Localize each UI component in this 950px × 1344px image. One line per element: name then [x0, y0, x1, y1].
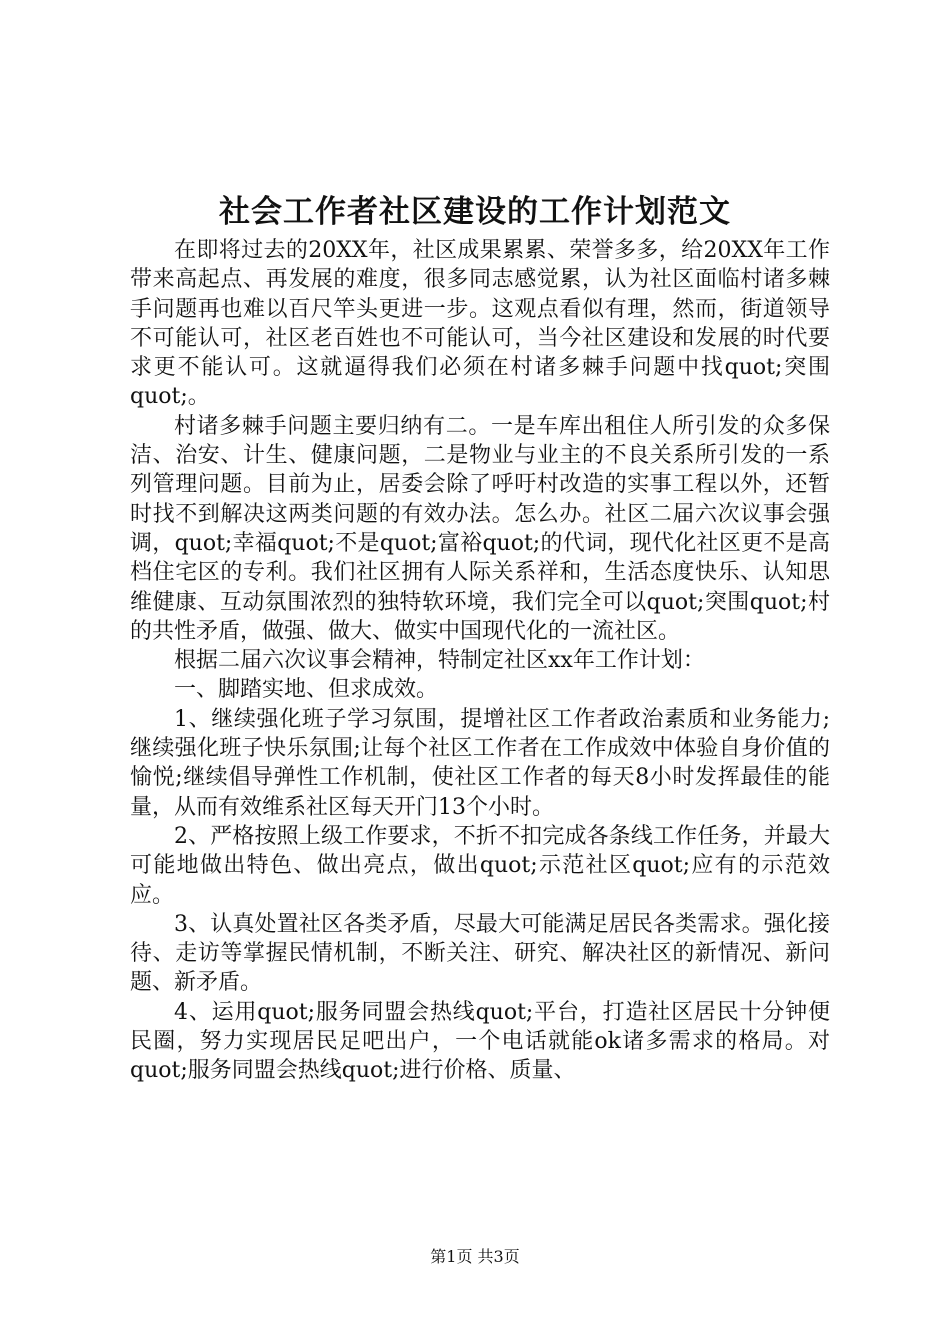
document-title: 社会工作者社区建设的工作计划范文: [219, 194, 731, 230]
list-item: 1、继续强化班子学习氛围，提增社区工作者政治素质和业务能力;继续强化班子快乐氛围;让每个社区工作者在工作成效中体验自身价值的愉悦;继续倡导弹性工作机制，使社区工作者的每天8小时发挥最佳的能量，从而有效维系社区每天开门13个小时。: [130, 706, 830, 820]
paragraph: 在即将过去的20XX年，社区成果累累、荣誉多多，给20XX年工作带来高起点、再发展的难度，很多同志感觉累，认为社区面临村诸多棘手问题再也难以百尺竿头更进一步。这观点看似有理，然而，街道领导不可能认可，社区老百姓也不可能认可，当今社区建设和发展的时代要求更不能认可。这就逼得我们必须在村诸多棘手问题中找quot;突围quot;。: [130, 238, 830, 410]
list-item: 3、认真处置社区各类矛盾，尽最大可能满足居民各类需求。强化接待、走访等掌握民情机制，不断关注、研究、解决社区的新情况、新问题、新矛盾。: [130, 911, 830, 996]
paragraph: 根据二届六次议事会精神，特制定社区xx年工作计划：: [174, 648, 705, 674]
page-footer: 第1页 共3页: [430, 1247, 520, 1266]
paragraph: 村诸多棘手问题主要归纳有二。一是车库出租住人所引发的众多保洁、治安、计生、健康问题，二是物业与业主的不良关系所引发的一系列管理问题。目前为止，居委会除了呼吁村改造的实事工程以外，还暂时找不到解决这两类问题的有效办法。怎么办。社区二届六次议事会强调，quot;幸福quot;不是quot;富裕quot;的代词，现代化社区更不是高档住宅区的专利。我们社区拥有人际关系祥和，生活态度快乐、认知思维健康、互动氛围浓烈的独特软环境，我们完全可以quot;突围quot;村的共性矛盾，做强、做大、做实中国现代化的一流社区。: [130, 413, 830, 644]
list-item: 2、严格按照上级工作要求，不折不扣完成各条线工作任务，并最大可能地做出特色、做出亮点，做出quot;示范社区quot;应有的示范效应。: [130, 823, 830, 908]
section-heading: 一、脚踏实地、但求成效。: [174, 677, 439, 703]
document-body: [130, 236, 830, 1086]
list-item: 4、运用quot;服务同盟会热线quot;平台，打造社区居民十分钟便民圈，努力实现居民足吧出户，一个电话就能ok诸多需求的格局。对quot;服务同盟会热线quot;进行价格、质量、: [130, 999, 830, 1084]
